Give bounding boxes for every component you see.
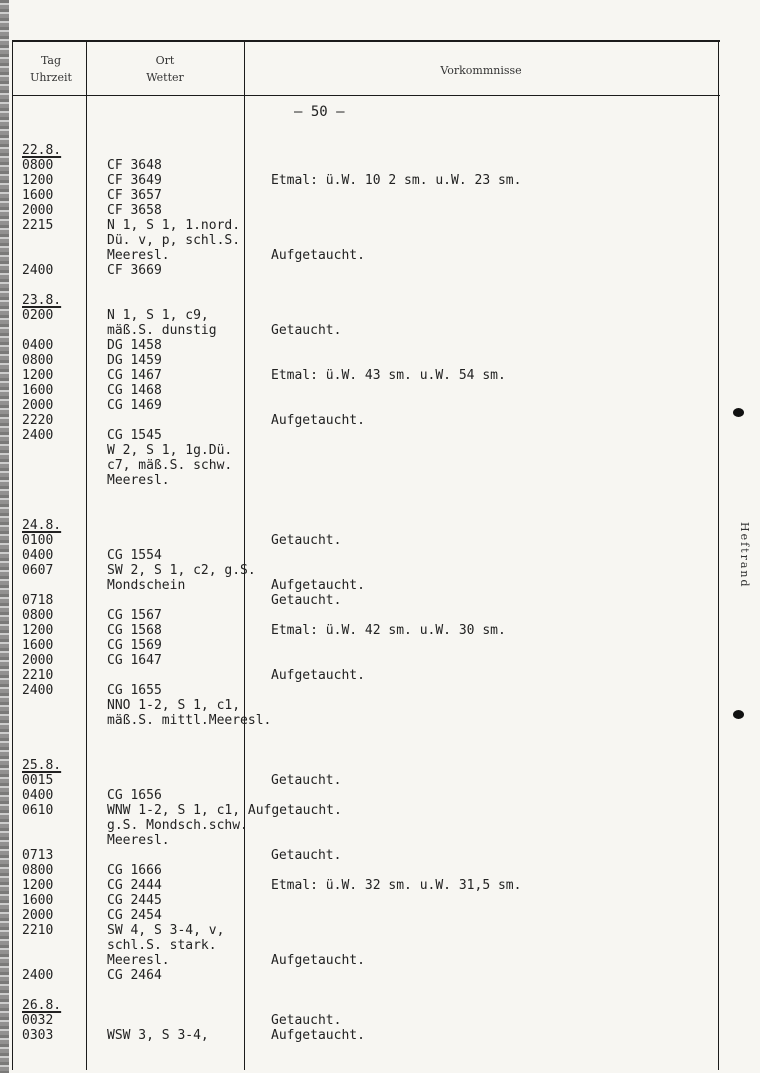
log-row [0,1013,760,1028]
log-row [0,578,760,593]
log-position-weather: WNW 1-2, S 1, c1, Aufgetaucht. [107,803,342,818]
log-time: 2210 [22,668,54,683]
log-time: 1600 [22,638,54,653]
log-row [0,773,760,788]
log-position-weather: CG 1545 [107,428,162,443]
log-row [0,533,760,548]
log-date: 23.8. [22,293,62,308]
log-row [0,953,760,968]
log-time: 0400 [22,338,54,353]
log-event: Getaucht. [271,1013,342,1028]
log-time: 1600 [22,383,54,398]
log-position-weather: CF 3658 [107,203,162,218]
log-row [0,158,760,173]
log-event: Getaucht. [271,533,342,548]
log-position-weather: CG 1666 [107,863,162,878]
log-event: Aufgetaucht. [271,413,365,428]
log-row [0,428,760,443]
log-position-weather: N 1, S 1, c9, [107,308,209,323]
log-time: 0713 [22,848,54,863]
log-time: 0200 [22,308,54,323]
log-time: 0400 [22,788,54,803]
log-position-weather: CG 2445 [107,893,162,908]
log-row [0,593,760,608]
log-event: Aufgetaucht. [271,953,365,968]
log-position-weather: CG 2454 [107,908,162,923]
log-position-weather: CG 1468 [107,383,162,398]
log-row [0,443,760,458]
log-row [0,608,760,623]
log-row [0,518,760,533]
log-row [0,803,760,818]
log-row [0,173,760,188]
log-row [0,458,760,473]
log-row [0,383,760,398]
log-event: Etmal: ü.W. 43 sm. u.W. 54 sm. [271,368,506,383]
log-position-weather: CG 1568 [107,623,162,638]
log-time: 2220 [22,413,54,428]
log-row [0,893,760,908]
log-position-weather: CG 1569 [107,638,162,653]
header-vorkommnisse-label: Vorkommnisse [440,64,522,77]
log-time: 1200 [22,878,54,893]
log-event: Etmal: ü.W. 10 2 sm. u.W. 23 sm. [271,173,522,188]
log-event: Aufgetaucht. [271,578,365,593]
log-row [0,308,760,323]
log-row [0,548,760,563]
log-row [0,683,760,698]
log-position-weather: CF 3657 [107,188,162,203]
log-event: Getaucht. [271,323,342,338]
log-row [0,338,760,353]
header-col-ort [90,52,240,86]
log-time: 2400 [22,263,54,278]
log-position-weather: mäß.S. mittl.Meeresl. [107,713,272,728]
log-row [0,623,760,638]
log-row [0,668,760,683]
log-position-weather: CF 3669 [107,263,162,278]
log-time: 2000 [22,398,54,413]
log-position-weather: CF 3649 [107,173,162,188]
log-time: 2215 [22,218,54,233]
log-position-weather: Dü. v, p, schl.S. [107,233,241,248]
margin-label: Heftrand [738,522,751,589]
log-time: 0400 [22,548,54,563]
log-row [0,233,760,248]
log-date: 22.8. [22,143,62,158]
log-position-weather: DG 1459 [107,353,162,368]
log-time: 2000 [22,908,54,923]
log-row [0,368,760,383]
log-row [0,968,760,983]
log-row [0,353,760,368]
log-time: 0610 [22,803,54,818]
log-date: 25.8. [22,758,62,773]
log-row [0,323,760,338]
log-row [0,848,760,863]
log-row [0,908,760,923]
log-row [0,878,760,893]
log-time: 0032 [22,1013,54,1028]
log-time: 0800 [22,353,54,368]
log-row [0,818,760,833]
log-time: 2400 [22,428,54,443]
log-position-weather: DG 1458 [107,338,162,353]
log-row [0,638,760,653]
log-time: 1200 [22,173,54,188]
log-position-weather: CG 1567 [107,608,162,623]
log-position-weather: Meeresl. [107,833,170,848]
log-row [0,833,760,848]
log-position-weather: N 1, S 1, 1.nord. [107,218,241,233]
log-time: 0015 [22,773,54,788]
log-row [0,923,760,938]
log-row [0,413,760,428]
log-row [0,188,760,203]
log-row [0,698,760,713]
top-rule [12,40,720,42]
log-time: 0800 [22,608,54,623]
log-row [0,788,760,803]
page-number: – 50 – [294,104,345,120]
log-date: 26.8. [22,998,62,1013]
log-row [0,983,760,998]
log-row [0,203,760,218]
log-time: 2210 [22,923,54,938]
log-event: Aufgetaucht. [271,1028,365,1043]
log-position-weather: CG 1647 [107,653,162,668]
log-position-weather: CG 2464 [107,968,162,983]
log-time: 1600 [22,893,54,908]
log-event: Etmal: ü.W. 32 sm. u.W. 31,5 sm. [271,878,522,893]
log-position-weather: c7, mäß.S. schw. [107,458,233,473]
log-time: 1200 [22,368,54,383]
log-row [0,653,760,668]
log-event: Etmal: ü.W. 42 sm. u.W. 30 sm. [271,623,506,638]
log-row [0,938,760,953]
log-time: 1600 [22,188,54,203]
log-position-weather: Meeresl. [107,953,170,968]
log-position-weather: mäß.S. dunstig [107,323,217,338]
log-position-weather: SW 2, S 1, c2, g.S. [107,563,256,578]
log-position-weather: W 2, S 1, 1g.Dü. [107,443,233,458]
log-row [0,998,760,1013]
log-row [0,863,760,878]
log-time: 1200 [22,623,54,638]
log-time: 2000 [22,653,54,668]
punch-hole-upper [733,408,744,417]
log-position-weather: WSW 3, S 3-4, [107,1028,209,1043]
log-event: Aufgetaucht. [271,248,365,263]
log-time: 0100 [22,533,54,548]
log-position-weather: g.S. Mondsch.schw. [107,818,248,833]
log-event: Getaucht. [271,848,342,863]
header-uhrzeit-label: Uhrzeit [30,71,72,84]
log-date: 24.8. [22,518,62,533]
log-row [0,398,760,413]
log-position-weather: schl.S. stark. [107,938,217,953]
header-wetter-label: Wetter [146,71,184,84]
log-event: Getaucht. [271,593,342,608]
log-row [0,563,760,578]
log-row [0,728,760,743]
log-row [0,248,760,263]
log-position-weather: Meeresl. [107,248,170,263]
log-position-weather: SW 4, S 3-4, v, [107,923,225,938]
header-tag-label: Tag [40,54,62,67]
header-col-tag [20,52,82,86]
log-time: 0607 [22,563,54,578]
header-ort-label: Ort [155,54,175,67]
log-position-weather: CG 1469 [107,398,162,413]
log-position-weather: Meeresl. [107,473,170,488]
log-row [0,758,760,773]
log-row [0,488,760,503]
log-position-weather: NNO 1-2, S 1, c1, [107,698,241,713]
log-event: Getaucht. [271,773,342,788]
log-row [0,293,760,308]
log-row [0,1028,760,1043]
log-row [0,143,760,158]
log-row [0,473,760,488]
log-row [0,218,760,233]
log-time: 0800 [22,158,54,173]
log-position-weather: CF 3648 [107,158,162,173]
log-time: 2000 [22,203,54,218]
log-row [0,263,760,278]
log-position-weather: CG 1655 [107,683,162,698]
log-event: Aufgetaucht. [271,668,365,683]
log-row [0,503,760,518]
log-time: 2400 [22,683,54,698]
log-time: 0303 [22,1028,54,1043]
log-position-weather: CG 1467 [107,368,162,383]
log-position-weather: CG 1656 [107,788,162,803]
log-row [0,743,760,758]
punch-hole-lower [733,710,744,719]
log-position-weather: CG 1554 [107,548,162,563]
log-row [0,278,760,293]
log-row [0,713,760,728]
log-time: 2400 [22,968,54,983]
log-position-weather: Mondschein [107,578,186,593]
log-time: 0800 [22,863,54,878]
log-position-weather: CG 2444 [107,878,162,893]
header-rule [12,95,720,96]
log-time: 0718 [22,593,54,608]
